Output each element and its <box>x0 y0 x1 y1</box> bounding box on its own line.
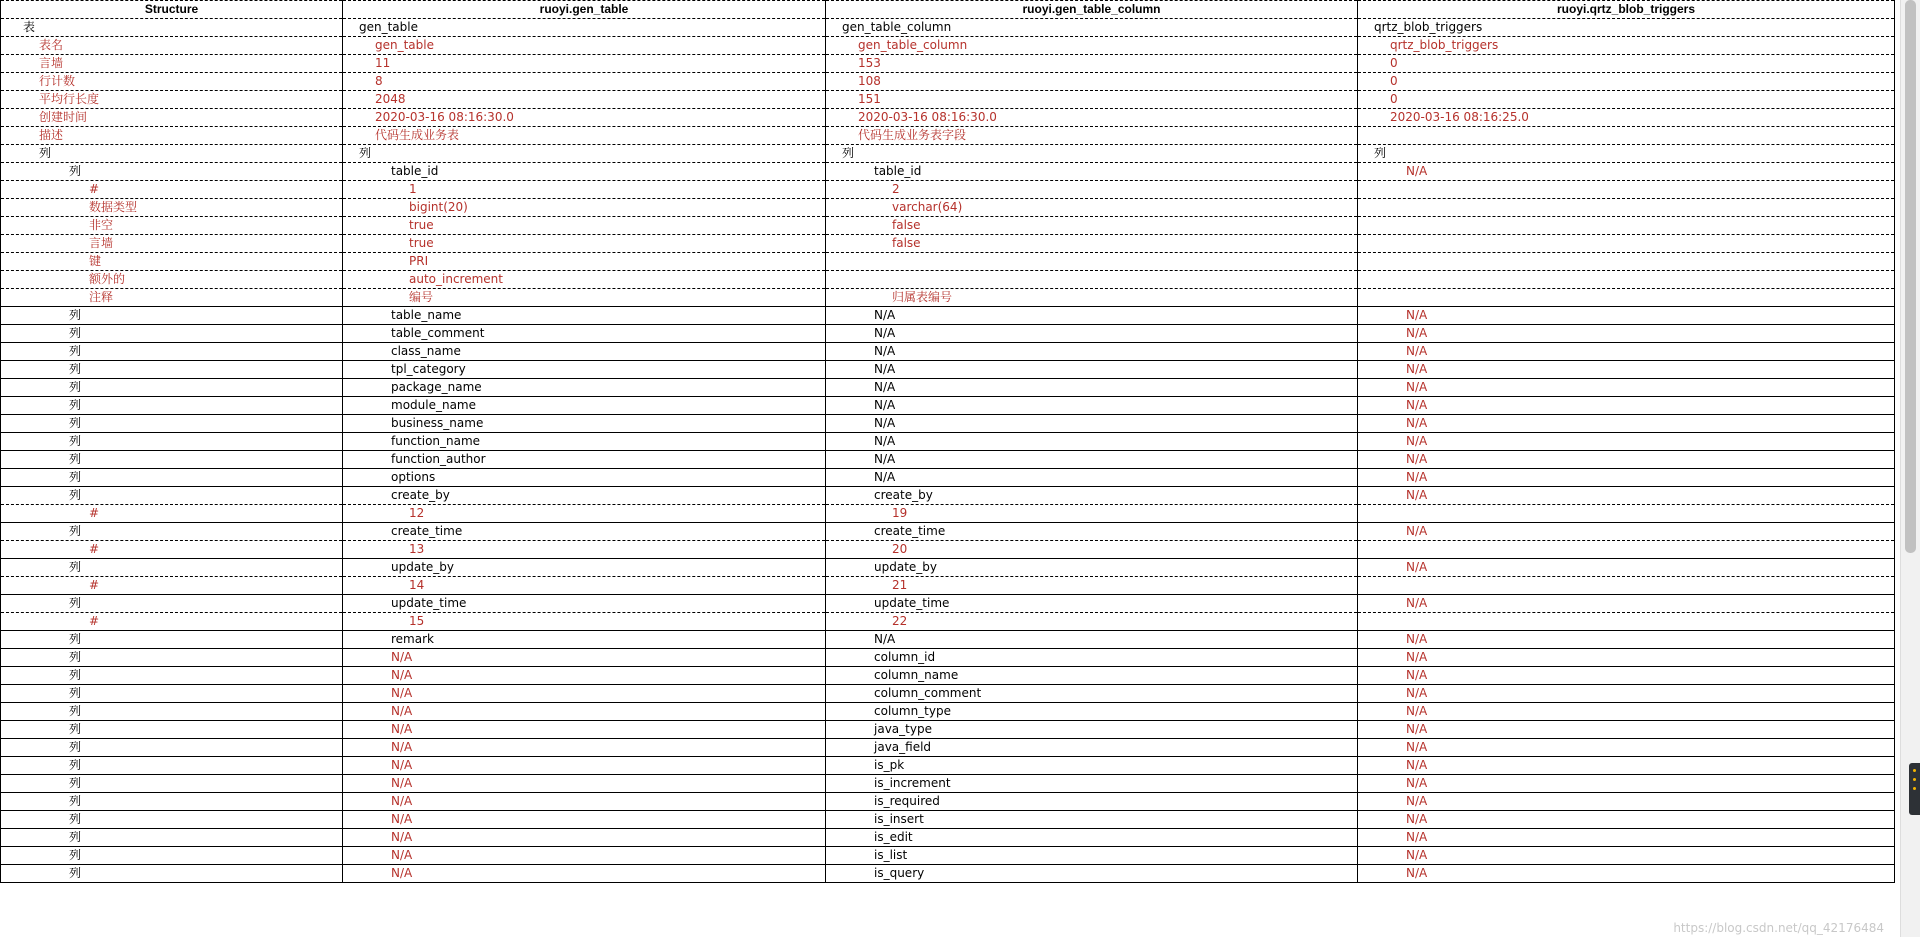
value-cell: package_name <box>343 379 826 397</box>
structure-label: 列 <box>1 307 343 325</box>
table-row <box>1 415 1895 433</box>
structure-label: 列 <box>1 667 343 685</box>
value-cell: 2 <box>826 181 1358 199</box>
value-cell: tpl_category <box>343 361 826 379</box>
table-row <box>1 271 1895 289</box>
table-row <box>1 433 1895 451</box>
value-cell: N/A <box>1358 397 1895 415</box>
structure-label: 列 <box>1 469 343 487</box>
structure-label: # <box>1 505 343 523</box>
value-cell: N/A <box>343 811 826 829</box>
table-row <box>1 163 1895 181</box>
value-cell: update_time <box>826 595 1358 613</box>
value-cell <box>1358 289 1895 307</box>
table-row <box>1 19 1895 37</box>
value-cell: N/A <box>1358 379 1895 397</box>
value-cell: N/A <box>1358 163 1895 181</box>
structure-label: 平均行长度 <box>1 91 343 109</box>
value-cell: true <box>343 217 826 235</box>
structure-label: # <box>1 577 343 595</box>
header-row <box>1 1 1895 19</box>
structure-label: 列 <box>1 433 343 451</box>
value-cell <box>1358 613 1895 631</box>
value-cell: N/A <box>343 757 826 775</box>
value-cell: remark <box>343 631 826 649</box>
value-cell: 0 <box>1358 91 1895 109</box>
value-cell: N/A <box>1358 811 1895 829</box>
value-cell: 153 <box>826 55 1358 73</box>
value-cell: gen_table <box>343 37 826 55</box>
dot-icon <box>1913 787 1916 790</box>
value-cell: N/A <box>343 685 826 703</box>
value-cell: N/A <box>1358 487 1895 505</box>
value-cell: N/A <box>826 433 1358 451</box>
table-row <box>1 199 1895 217</box>
value-cell: module_name <box>343 397 826 415</box>
value-cell: N/A <box>826 397 1358 415</box>
table-row <box>1 631 1895 649</box>
table-row <box>1 811 1895 829</box>
value-cell: N/A <box>343 775 826 793</box>
structure-label: 列 <box>1 379 343 397</box>
value-cell <box>1358 253 1895 271</box>
value-cell: N/A <box>1358 523 1895 541</box>
table-row <box>1 595 1895 613</box>
value-cell <box>1358 505 1895 523</box>
structure-label: 列 <box>1 523 343 541</box>
value-cell: 2048 <box>343 91 826 109</box>
value-cell: false <box>826 235 1358 253</box>
structure-label: 列 <box>1 487 343 505</box>
value-cell: N/A <box>343 793 826 811</box>
side-tool-widget[interactable] <box>1909 763 1920 815</box>
table-row <box>1 181 1895 199</box>
value-cell: N/A <box>1358 559 1895 577</box>
value-cell: java_field <box>826 739 1358 757</box>
table-row <box>1 145 1895 163</box>
value-cell: auto_increment <box>343 271 826 289</box>
value-cell: 15 <box>343 613 826 631</box>
value-cell: 2020-03-16 08:16:25.0 <box>1358 109 1895 127</box>
table-row <box>1 667 1895 685</box>
value-cell: false <box>826 217 1358 235</box>
value-cell: 19 <box>826 505 1358 523</box>
value-cell: business_name <box>343 415 826 433</box>
value-cell: N/A <box>1358 847 1895 865</box>
structure-label: # <box>1 181 343 199</box>
value-cell: N/A <box>1358 775 1895 793</box>
value-cell: is_edit <box>826 829 1358 847</box>
structure-label: # <box>1 613 343 631</box>
table-row <box>1 829 1895 847</box>
table-row <box>1 613 1895 631</box>
value-cell: 13 <box>343 541 826 559</box>
value-cell <box>1358 577 1895 595</box>
table-row <box>1 523 1895 541</box>
value-cell: N/A <box>1358 649 1895 667</box>
value-cell: java_type <box>826 721 1358 739</box>
dot-icon <box>1913 769 1916 772</box>
table-row <box>1 289 1895 307</box>
value-cell: N/A <box>1358 793 1895 811</box>
value-cell: N/A <box>1358 343 1895 361</box>
value-cell: qrtz_blob_triggers <box>1358 37 1895 55</box>
table-row <box>1 685 1895 703</box>
value-cell: create_time <box>343 523 826 541</box>
table-row <box>1 559 1895 577</box>
value-cell: 编号 <box>343 289 826 307</box>
scrollbar-thumb[interactable] <box>1905 0 1916 553</box>
value-cell: N/A <box>343 739 826 757</box>
table-row <box>1 577 1895 595</box>
structure-label: 非空 <box>1 217 343 235</box>
value-cell: PRI <box>343 253 826 271</box>
value-cell: table_name <box>343 307 826 325</box>
value-cell: column_id <box>826 649 1358 667</box>
value-cell: 0 <box>1358 55 1895 73</box>
value-cell: varchar(64) <box>826 199 1358 217</box>
table-row <box>1 73 1895 91</box>
structure-label: 言墙 <box>1 235 343 253</box>
structure-label: 列 <box>1 847 343 865</box>
table-row <box>1 307 1895 325</box>
header-gen-table-column[interactable]: ruoyi.gen_table_column <box>826 1 1358 19</box>
structure-label: 列 <box>1 145 343 163</box>
value-cell: 14 <box>343 577 826 595</box>
structure-label: 列 <box>1 757 343 775</box>
table-row <box>1 793 1895 811</box>
value-cell: 列 <box>343 145 826 163</box>
value-cell: N/A <box>826 361 1358 379</box>
value-cell: N/A <box>343 865 826 883</box>
table-row <box>1 127 1895 145</box>
structure-label: 表名 <box>1 37 343 55</box>
value-cell: N/A <box>1358 667 1895 685</box>
structure-label: 列 <box>1 829 343 847</box>
structure-label: 言墙 <box>1 55 343 73</box>
structure-label: 列 <box>1 415 343 433</box>
value-cell: N/A <box>1358 685 1895 703</box>
table-row <box>1 739 1895 757</box>
table-row <box>1 217 1895 235</box>
value-cell: 2020-03-16 08:16:30.0 <box>343 109 826 127</box>
value-cell: create_time <box>826 523 1358 541</box>
value-cell: N/A <box>826 631 1358 649</box>
value-cell: N/A <box>1358 865 1895 883</box>
value-cell: column_name <box>826 667 1358 685</box>
value-cell <box>826 271 1358 289</box>
value-cell: 归属表编号 <box>826 289 1358 307</box>
value-cell: N/A <box>826 307 1358 325</box>
value-cell: 108 <box>826 73 1358 91</box>
value-cell: gen_table <box>343 19 826 37</box>
table-row <box>1 91 1895 109</box>
structure-label: 行计数 <box>1 73 343 91</box>
table-row <box>1 397 1895 415</box>
table-row <box>1 757 1895 775</box>
value-cell <box>1358 541 1895 559</box>
value-cell: N/A <box>1358 757 1895 775</box>
structure-label: 键 <box>1 253 343 271</box>
value-cell: 11 <box>343 55 826 73</box>
value-cell: is_increment <box>826 775 1358 793</box>
table-row <box>1 541 1895 559</box>
structure-label: 列 <box>1 703 343 721</box>
value-cell: create_by <box>343 487 826 505</box>
structure-label: 列 <box>1 739 343 757</box>
value-cell: gen_table_column <box>826 37 1358 55</box>
value-cell: N/A <box>343 649 826 667</box>
value-cell: bigint(20) <box>343 199 826 217</box>
structure-label: 列 <box>1 721 343 739</box>
structure-label: 描述 <box>1 127 343 145</box>
structure-label: # <box>1 541 343 559</box>
value-cell: 2020-03-16 08:16:30.0 <box>826 109 1358 127</box>
value-cell: 列 <box>826 145 1358 163</box>
value-cell <box>1358 127 1895 145</box>
value-cell: is_pk <box>826 757 1358 775</box>
value-cell <box>1358 217 1895 235</box>
structure-label: 列 <box>1 163 343 181</box>
table-row <box>1 505 1895 523</box>
value-cell: 21 <box>826 577 1358 595</box>
watermark: https://blog.csdn.net/qq_42176484 <box>1673 921 1884 935</box>
value-cell: 8 <box>343 73 826 91</box>
table-row <box>1 703 1895 721</box>
structure-label: 列 <box>1 685 343 703</box>
value-cell: options <box>343 469 826 487</box>
value-cell: table_id <box>343 163 826 181</box>
table-row <box>1 775 1895 793</box>
table-row <box>1 379 1895 397</box>
value-cell: 22 <box>826 613 1358 631</box>
value-cell: N/A <box>826 325 1358 343</box>
value-cell: function_author <box>343 451 826 469</box>
header-gen-table[interactable]: ruoyi.gen_table <box>343 1 826 19</box>
value-cell: 12 <box>343 505 826 523</box>
table-row <box>1 469 1895 487</box>
value-cell: N/A <box>1358 325 1895 343</box>
structure-label: 列 <box>1 397 343 415</box>
value-cell: column_comment <box>826 685 1358 703</box>
table-row <box>1 325 1895 343</box>
table-row <box>1 721 1895 739</box>
value-cell: update_by <box>343 559 826 577</box>
value-cell: table_id <box>826 163 1358 181</box>
value-cell: N/A <box>343 829 826 847</box>
table-row <box>1 253 1895 271</box>
value-cell: 代码生成业务表 <box>343 127 826 145</box>
structure-label: 列 <box>1 793 343 811</box>
structure-label: 列 <box>1 775 343 793</box>
structure-label: 表 <box>1 19 343 37</box>
value-cell: 1 <box>343 181 826 199</box>
structure-label: 列 <box>1 865 343 883</box>
value-cell: function_name <box>343 433 826 451</box>
value-cell: N/A <box>826 415 1358 433</box>
value-cell: N/A <box>1358 451 1895 469</box>
structure-label: 列 <box>1 361 343 379</box>
header-qrtz-blob-triggers[interactable]: ruoyi.qrtz_blob_triggers <box>1358 1 1895 19</box>
value-cell: update_time <box>343 595 826 613</box>
table-row <box>1 37 1895 55</box>
structure-label: 创建时间 <box>1 109 343 127</box>
table-row <box>1 649 1895 667</box>
dot-icon <box>1913 778 1916 781</box>
value-cell: 代码生成业务表字段 <box>826 127 1358 145</box>
value-cell: N/A <box>1358 595 1895 613</box>
table-row <box>1 487 1895 505</box>
value-cell: N/A <box>1358 307 1895 325</box>
value-cell: is_list <box>826 847 1358 865</box>
structure-label: 列 <box>1 559 343 577</box>
value-cell: N/A <box>826 379 1358 397</box>
structure-label: 注释 <box>1 289 343 307</box>
structure-label: 列 <box>1 451 343 469</box>
value-cell: gen_table_column <box>826 19 1358 37</box>
value-cell: N/A <box>1358 829 1895 847</box>
value-cell: N/A <box>343 667 826 685</box>
table-row <box>1 55 1895 73</box>
value-cell: is_insert <box>826 811 1358 829</box>
value-cell: 151 <box>826 91 1358 109</box>
value-cell: class_name <box>343 343 826 361</box>
value-cell: qrtz_blob_triggers <box>1358 19 1895 37</box>
value-cell: is_required <box>826 793 1358 811</box>
value-cell <box>1358 199 1895 217</box>
structure-label: 列 <box>1 631 343 649</box>
value-cell: create_by <box>826 487 1358 505</box>
value-cell: N/A <box>1358 469 1895 487</box>
value-cell: is_query <box>826 865 1358 883</box>
value-cell: N/A <box>1358 739 1895 757</box>
value-cell: 20 <box>826 541 1358 559</box>
value-cell: 列 <box>1358 145 1895 163</box>
structure-label: 列 <box>1 811 343 829</box>
value-cell: N/A <box>1358 361 1895 379</box>
table-row <box>1 109 1895 127</box>
table-row <box>1 865 1895 883</box>
value-cell: N/A <box>826 469 1358 487</box>
table-row <box>1 343 1895 361</box>
structure-label: 列 <box>1 325 343 343</box>
value-cell: true <box>343 235 826 253</box>
table-row <box>1 361 1895 379</box>
value-cell: table_comment <box>343 325 826 343</box>
value-cell: N/A <box>1358 415 1895 433</box>
header-structure[interactable]: Structure <box>1 1 343 19</box>
structure-label: 列 <box>1 595 343 613</box>
value-cell: N/A <box>343 847 826 865</box>
structure-label: 额外的 <box>1 271 343 289</box>
value-cell <box>1358 235 1895 253</box>
value-cell <box>826 253 1358 271</box>
value-cell: N/A <box>1358 433 1895 451</box>
structure-label: 数据类型 <box>1 199 343 217</box>
table-row <box>1 235 1895 253</box>
value-cell <box>1358 271 1895 289</box>
table-body <box>1 19 1895 883</box>
value-cell: N/A <box>343 703 826 721</box>
value-cell <box>1358 181 1895 199</box>
structure-label: 列 <box>1 343 343 361</box>
value-cell: N/A <box>1358 721 1895 739</box>
value-cell: N/A <box>1358 631 1895 649</box>
table-row <box>1 847 1895 865</box>
value-cell: 0 <box>1358 73 1895 91</box>
value-cell: N/A <box>826 451 1358 469</box>
value-cell: update_by <box>826 559 1358 577</box>
structure-label: 列 <box>1 649 343 667</box>
value-cell: N/A <box>1358 703 1895 721</box>
value-cell: N/A <box>343 721 826 739</box>
value-cell: column_type <box>826 703 1358 721</box>
value-cell: N/A <box>826 343 1358 361</box>
table-row <box>1 451 1895 469</box>
